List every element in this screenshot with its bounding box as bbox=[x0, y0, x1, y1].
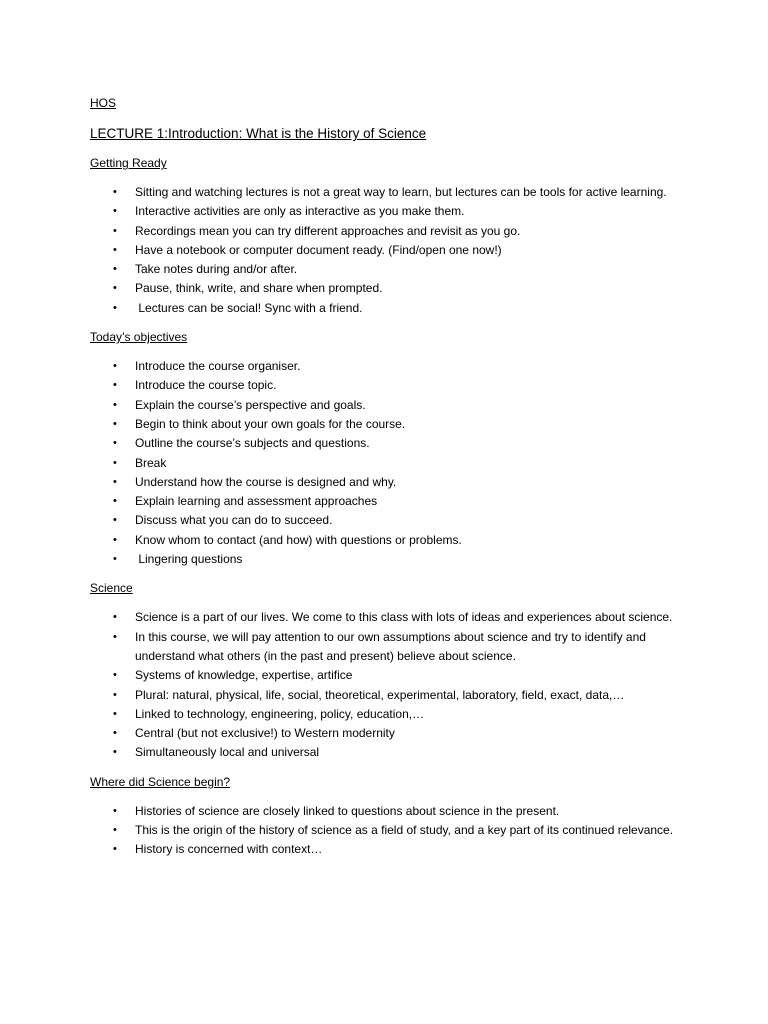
list-item bbox=[90, 376, 690, 395]
list-item bbox=[90, 241, 690, 260]
list-item bbox=[90, 743, 690, 762]
bullet-icon: • bbox=[113, 707, 117, 720]
section-heading: Science bbox=[90, 581, 133, 596]
list-item-text: Understand how the course is designed and why. bbox=[135, 474, 397, 489]
bullet-icon: • bbox=[113, 611, 117, 624]
bullet-icon: • bbox=[113, 417, 117, 430]
list-item-text: This is the origin of the history of science as a field of study, and a key part of its continued relevance. bbox=[135, 823, 674, 838]
bullet-list bbox=[90, 357, 690, 569]
list-item-text: Plural: natural, physical, life, social, theoretical, experimental, laboratory, field, exact, data,… bbox=[135, 687, 625, 702]
list-item bbox=[90, 840, 690, 859]
list-item-text: In this course, we will pay attention to our own assumptions about science and try to identify and understand what others (in the past and present) believe about science. bbox=[135, 629, 650, 663]
list-item-text: Simultaneously local and universal bbox=[135, 745, 320, 760]
list-item bbox=[90, 492, 690, 511]
bullet-list bbox=[90, 183, 690, 318]
list-item bbox=[90, 511, 690, 530]
list-item bbox=[90, 821, 690, 840]
list-item bbox=[90, 473, 690, 492]
bullet-icon: • bbox=[113, 727, 117, 740]
bullet-icon: • bbox=[113, 804, 117, 817]
bullet-icon: • bbox=[113, 688, 117, 701]
list-item-text: Lectures can be social! Sync with a friend. bbox=[135, 300, 363, 315]
list-item-text: Linked to technology, engineering, policy, education,… bbox=[135, 706, 425, 721]
list-item bbox=[90, 396, 690, 415]
list-item bbox=[90, 299, 690, 318]
list-item-text: Histories of science are closely linked to questions about science in the present. bbox=[135, 803, 560, 818]
section-heading: Where did Science begin? bbox=[90, 774, 231, 789]
bullet-icon: • bbox=[113, 263, 117, 276]
bullet-list bbox=[90, 608, 690, 762]
list-item-text: Know whom to contact (and how) with questions or problems. bbox=[135, 532, 462, 547]
bullet-icon: • bbox=[113, 243, 117, 256]
list-item-text: History is concerned with context… bbox=[135, 842, 323, 857]
list-item-text: Interactive activities are only as interactive as you make them. bbox=[135, 204, 465, 219]
bullet-icon: • bbox=[113, 205, 117, 218]
bullet-icon: • bbox=[113, 824, 117, 837]
section-heading: Getting Ready bbox=[90, 156, 167, 170]
lecture-title: LECTURE 1:Introduction: What is the History of Science bbox=[90, 126, 427, 141]
list-item-text: Outline the course’s subjects and questions. bbox=[135, 436, 370, 451]
list-item-text: Break bbox=[135, 455, 167, 470]
list-item bbox=[90, 222, 690, 241]
document-body bbox=[90, 94, 690, 860]
list-item bbox=[90, 260, 690, 279]
document-title: HOS bbox=[90, 96, 117, 110]
bullet-icon: • bbox=[113, 533, 117, 546]
list-item-text: Introduce the course topic. bbox=[135, 378, 277, 393]
bullet-icon: • bbox=[113, 843, 117, 856]
list-item bbox=[90, 454, 690, 473]
bullet-icon: • bbox=[113, 398, 117, 411]
bullet-list bbox=[90, 802, 690, 860]
section-heading: Today’s objectives bbox=[90, 330, 188, 345]
list-item-text: Science is a part of our lives. We come to this class with lots of ideas and experiences about science. bbox=[135, 610, 673, 625]
list-item-text: Explain learning and assessment approaches bbox=[135, 494, 378, 509]
bullet-icon: • bbox=[113, 456, 117, 469]
list-item bbox=[90, 666, 690, 685]
list-item bbox=[90, 279, 690, 298]
list-item-text: Lingering questions bbox=[135, 552, 243, 567]
list-item bbox=[90, 415, 690, 434]
list-item bbox=[90, 202, 690, 221]
bullet-icon: • bbox=[113, 301, 117, 314]
bullet-icon: • bbox=[113, 360, 117, 373]
bullet-icon: • bbox=[113, 514, 117, 527]
list-item bbox=[90, 705, 690, 724]
list-item bbox=[90, 550, 690, 569]
list-item bbox=[90, 183, 690, 202]
list-item bbox=[90, 686, 690, 705]
sections-container bbox=[90, 154, 690, 860]
bullet-icon: • bbox=[113, 224, 117, 237]
list-item-text: Sitting and watching lectures is not a great way to learn, but lectures can be tools for active learning. bbox=[135, 185, 667, 199]
bullet-icon: • bbox=[113, 282, 117, 295]
list-item-text: Introduce the course organiser. bbox=[135, 359, 301, 374]
bullet-icon: • bbox=[113, 746, 117, 759]
list-item-text: Recordings mean you can try different approaches and revisit as you go. bbox=[135, 223, 521, 238]
bullet-icon: • bbox=[113, 379, 117, 392]
list-item-text: Begin to think about your own goals for the course. bbox=[135, 416, 406, 431]
list-item-text: Discuss what you can do to succeed. bbox=[135, 513, 333, 528]
list-item-text: Pause, think, write, and share when prompted. bbox=[135, 281, 383, 296]
bullet-icon: • bbox=[113, 630, 117, 643]
list-item bbox=[90, 802, 690, 821]
list-item-text: Systems of knowledge, expertise, artifice bbox=[135, 668, 353, 683]
list-item-text: Central (but not exclusive!) to Western modernity bbox=[135, 726, 395, 741]
list-item bbox=[90, 628, 690, 667]
list-item-text: Take notes during and/or after. bbox=[135, 262, 298, 277]
bullet-icon: • bbox=[113, 553, 117, 566]
list-item bbox=[90, 357, 690, 376]
list-item bbox=[90, 724, 690, 743]
bullet-icon: • bbox=[113, 475, 117, 488]
list-item bbox=[90, 531, 690, 550]
list-item-text: Explain the course’s perspective and goals. bbox=[135, 397, 366, 412]
list-item bbox=[90, 608, 690, 627]
list-item-text: Have a notebook or computer document ready. (Find/open one now!) bbox=[135, 242, 502, 257]
bullet-icon: • bbox=[113, 669, 117, 682]
bullet-icon: • bbox=[113, 437, 117, 450]
bullet-icon: • bbox=[113, 186, 117, 198]
list-item bbox=[90, 434, 690, 453]
bullet-icon: • bbox=[113, 495, 117, 508]
